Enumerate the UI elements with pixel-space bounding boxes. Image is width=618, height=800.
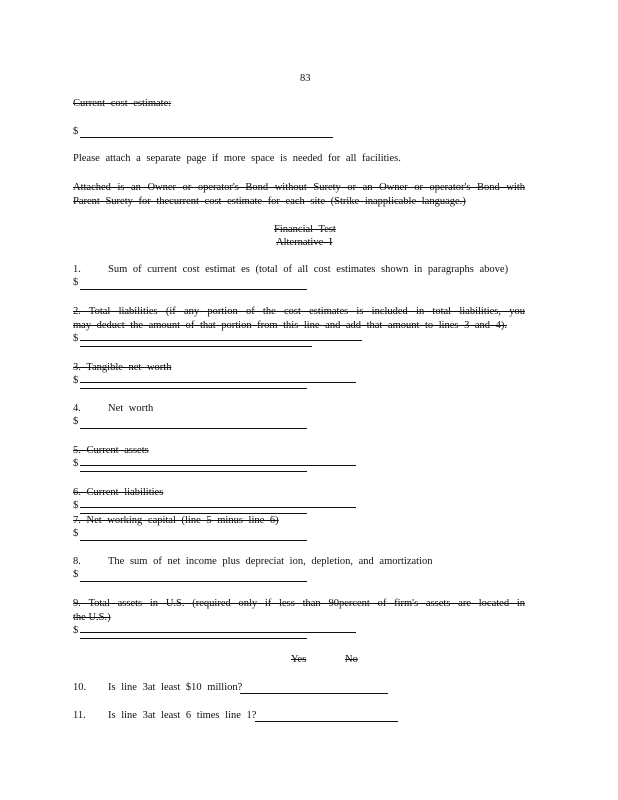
current-cost-estimate-label: Current cost estimate:	[73, 98, 172, 109]
item-8-text: The sum of net income plus depreciat ion, depletion, and amortization	[108, 556, 433, 567]
question-10-text: Is line 3at least $10 million?	[108, 682, 243, 693]
item-8-dollar: $	[73, 569, 79, 580]
item-6-text: 6. Current liabilities	[73, 487, 164, 498]
item-3-blank	[80, 388, 307, 389]
item-4-number: 4.	[73, 403, 81, 414]
heading-financial-test: Financial Test	[274, 224, 336, 235]
attached-statement-line1: Attached is an Owner or operator's Bond without Surety or an Owner or operator's Bond with	[73, 182, 525, 193]
item-4-blank	[80, 428, 307, 429]
item-4-dollar: $	[73, 416, 79, 427]
heading-alternative: Alternative I	[276, 237, 333, 248]
item-6-strike-blank	[80, 507, 356, 508]
item-8-number: 8.	[73, 556, 81, 567]
item-2-dollar: $	[73, 333, 79, 344]
item-4-text: Net worth	[108, 403, 154, 414]
item-7-text: 7. Net working capital (line 5 minus line 6)	[73, 515, 279, 526]
item-6-blank	[80, 513, 307, 514]
item-1-blank	[80, 289, 307, 290]
item-2-line2: may deduct the amount of that portion from this line and add that amount to lines 3 and 4).	[73, 320, 507, 331]
item-9-line1: 9. Total assets in U.S. (required only if less than 90percent of firm's assets are located in	[73, 598, 525, 609]
item-6-dollar: $	[73, 500, 79, 511]
question-10-blank	[240, 693, 388, 694]
question-11-text: Is line 3at least 6 times line 1?	[108, 710, 257, 721]
item-5-blank	[80, 471, 307, 472]
item-9-line2: the U.S.)	[73, 612, 111, 623]
question-11-number: 11.	[73, 710, 86, 721]
item-7-dollar: $	[73, 528, 79, 539]
item-5-text: 5. Current assets	[73, 445, 149, 456]
item-5-strike-blank	[80, 465, 356, 466]
item-2-line1: 2. Total liabilities (if any portion of the cost estimates is included in total liabilities, you	[73, 306, 525, 317]
item-3-text: 3. Tangible net worth	[73, 362, 172, 373]
item-3-dollar: $	[73, 375, 79, 386]
question-11-blank	[255, 721, 398, 722]
cost-estimate-blank	[80, 137, 333, 138]
page-number: 83	[300, 73, 311, 84]
attach-note: Please attach a separate page if more space is needed for all facilities.	[73, 153, 401, 164]
item-1-dollar: $	[73, 277, 79, 288]
item-1-text: Sum of current cost estimat es (total of all cost estimates shown in paragraphs above)	[108, 264, 509, 275]
item-9-blank	[80, 638, 307, 639]
question-10-number: 10.	[73, 682, 87, 693]
item-7-blank	[80, 540, 307, 541]
item-3-strike-blank	[80, 382, 356, 383]
yes-column-label: Yes	[291, 654, 307, 665]
item-8-blank	[80, 581, 307, 582]
item-2-blank	[80, 346, 312, 347]
attached-statement-line2: Parent Surety for thecurrent cost estimate for each site (Strike inapplicable language.)	[73, 196, 466, 207]
no-column-label: No	[345, 654, 358, 665]
item-2-strike-blank	[80, 340, 362, 341]
item-1-number: 1.	[73, 264, 81, 275]
item-9-strike-blank	[80, 632, 356, 633]
item-9-dollar: $	[73, 625, 79, 636]
dollar-sign: $	[73, 126, 79, 137]
item-5-dollar: $	[73, 458, 79, 469]
